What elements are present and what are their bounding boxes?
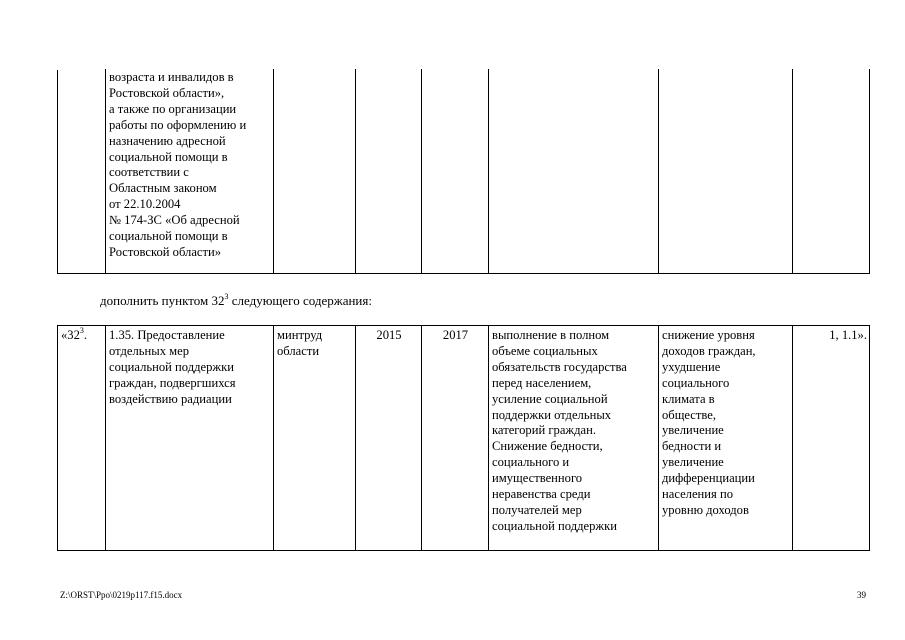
- text-line: объеме социальных: [492, 343, 598, 358]
- cell-link: [793, 70, 870, 274]
- top-table: [57, 69, 870, 274]
- row-number-prefix: «32: [61, 328, 80, 342]
- text-line: социальной поддержки: [492, 518, 617, 533]
- cell-measure-name: [106, 326, 274, 551]
- text-line: доходов граждан,: [662, 343, 756, 358]
- page-number: 39: [857, 590, 866, 600]
- text-line: минтруд: [277, 328, 323, 342]
- intro-text-end: следующего содержания:: [228, 293, 372, 308]
- row-number-superscript: 3: [79, 326, 84, 335]
- text-line: уровню доходов: [662, 502, 749, 517]
- text-line: бедности и: [662, 439, 722, 454]
- text-line: № 174-ЗС «Об адресной: [109, 213, 240, 228]
- text-line: социальной помощи в: [109, 149, 228, 164]
- text-line: воздействию радиации: [109, 391, 232, 406]
- row-number-suffix: .: [83, 328, 88, 342]
- text-line: ухудшение: [662, 359, 721, 374]
- text-line: снижение уровня: [662, 328, 755, 342]
- text-line: выполнение в полном: [492, 328, 610, 342]
- text-line: Ростовской области»: [109, 244, 222, 259]
- text-line: соответствии с: [109, 165, 189, 180]
- text-line: климата в: [662, 391, 715, 406]
- cell-start-year: [356, 70, 422, 274]
- text-line: а также по организации: [109, 101, 237, 116]
- text-line: возраста и инвалидов в: [109, 70, 234, 84]
- text-line: Снижение бедности,: [492, 439, 603, 454]
- text-line: имущественного: [492, 471, 583, 486]
- cell-consequence: [659, 70, 793, 274]
- cell-executor: [274, 70, 356, 274]
- text-line: отдельных мер: [109, 343, 189, 358]
- text-line: социальной поддержки: [109, 359, 234, 374]
- text-line: Областным законом: [109, 181, 217, 196]
- cell-link: 1, 1.1».: [793, 326, 870, 551]
- text-line: усиление социальной: [492, 391, 608, 406]
- cell-consequence: [659, 326, 793, 551]
- cell-executor: [274, 326, 356, 551]
- text-line: назначению адресной: [109, 133, 226, 148]
- text-line: увеличение: [662, 455, 724, 470]
- text-line: получателей мер: [492, 502, 582, 517]
- text-line: обязательств государства: [492, 359, 627, 374]
- cell-number: [58, 70, 106, 274]
- cell-end-year: [422, 70, 489, 274]
- cell-end-year: 2017: [422, 326, 489, 551]
- text-line: 1.35. Предоставление: [109, 328, 225, 342]
- text-line: дифференциации: [662, 471, 755, 486]
- text-line: перед населением,: [492, 375, 592, 390]
- text-line: от 22.10.2004: [109, 197, 181, 212]
- text-line: поддержки отдельных: [492, 407, 612, 422]
- cell-row-number: [58, 326, 106, 551]
- cell-expected-result: [489, 70, 659, 274]
- cell-start-year: 2015: [356, 326, 422, 551]
- intro-superscript: 3: [224, 292, 229, 301]
- text-line: социального: [662, 375, 730, 390]
- intro-text: дополнить пунктом 32: [100, 293, 225, 308]
- text-line: категорий граждан.: [492, 423, 596, 438]
- text-line: увеличение: [662, 423, 724, 438]
- footer-file-path: Z:\ORST\Ppo\0219p117.f15.docx: [60, 590, 183, 600]
- cell-measure-name: [106, 70, 274, 274]
- text-line: Ростовской области»,: [109, 85, 225, 100]
- text-line: населения по: [662, 487, 733, 502]
- text-line: социального и: [492, 455, 570, 470]
- text-line: обществе,: [662, 407, 717, 422]
- intro-paragraph: [100, 293, 372, 309]
- text-line: граждан, подвергшихся: [109, 375, 236, 390]
- table-row: [58, 326, 870, 551]
- text-line: неравенства среди: [492, 487, 591, 502]
- cell-expected-result: [489, 326, 659, 551]
- table-row: [58, 70, 870, 274]
- new-item-table: [57, 325, 870, 551]
- text-line: работы по оформлению и: [109, 117, 247, 132]
- text-line: области: [277, 343, 320, 358]
- text-line: социальной помощи в: [109, 229, 228, 244]
